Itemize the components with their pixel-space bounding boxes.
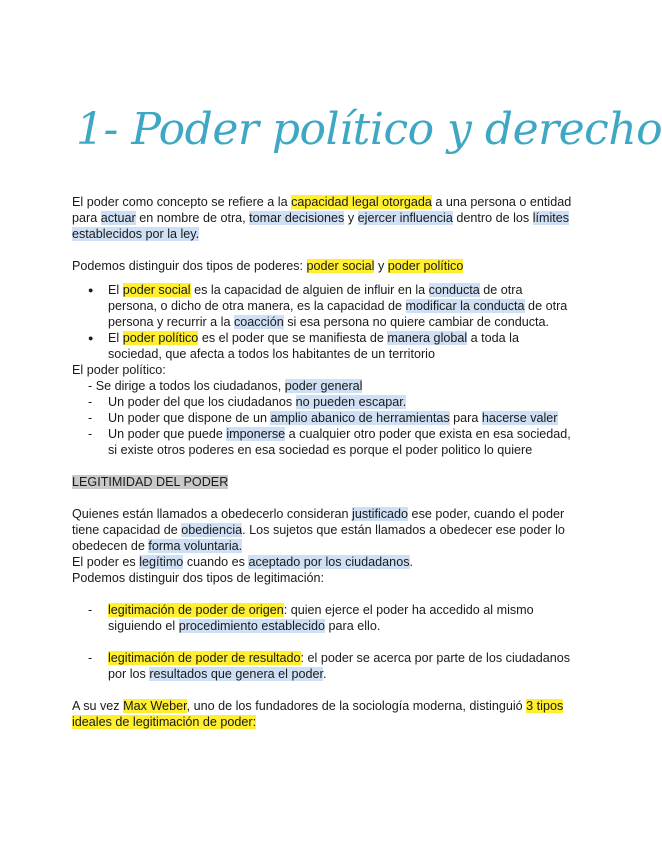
- highlight-blue: manera global: [387, 331, 468, 345]
- legitimidad-paragraph: [72, 506, 572, 554]
- dash-item: [72, 426, 572, 458]
- poder-politico-heading: El poder político:: [72, 363, 166, 377]
- highlight-blue: legítimo: [139, 555, 184, 569]
- text-run: .: [322, 667, 327, 681]
- dash-marker: -: [88, 603, 93, 617]
- text-run: a cualquier otro poder que exista en esa sociedad, si existe otros poderes en esa sociedad es porque el poder politico lo quiere: [108, 427, 571, 457]
- text-run: El poder como concepto se refiere a la: [72, 195, 292, 209]
- dash-item-resultado: [72, 650, 572, 682]
- bullet-item-poder-politico: [72, 330, 572, 362]
- highlight-blue: no pueden escapar.: [295, 395, 407, 409]
- text-run: . Los sujetos que están llamados a obedecer ese poder lo obedecen de: [72, 523, 565, 553]
- text-run: ese poder, cuando el poder tiene capacidad de: [72, 507, 565, 537]
- highlight-blue: límites establecidos por la ley.: [72, 211, 570, 241]
- text-run: a toda la sociedad, que afecta a todos los habitantes de un territorio: [108, 331, 519, 361]
- text-run: Quienes están llamados a obedecerlo consideran: [72, 507, 353, 521]
- text-run: El poder es: [72, 555, 140, 569]
- highlight-blue: tomar decisiones: [249, 211, 345, 225]
- text-run: de otra persona, o dicho de otra manera, es la capacidad de: [108, 283, 523, 313]
- highlight-blue: conducta: [428, 283, 480, 297]
- weber-paragraph: [72, 698, 572, 730]
- highlight-yellow: poder social: [122, 283, 191, 297]
- highlight-yellow: legitimación de poder de resultado: [108, 651, 301, 665]
- bullet-item-poder-social: [72, 282, 572, 330]
- tipos-paragraph: [72, 258, 572, 274]
- highlight-blue: obediencia: [181, 523, 243, 537]
- page-title: 1- Poder político y derecho: [76, 104, 662, 155]
- highlight-blue: resultados que genera el poder: [149, 667, 323, 681]
- text-run: El: [108, 283, 123, 297]
- dash-marker: -: [88, 427, 93, 441]
- intro-paragraph: [72, 194, 572, 242]
- text-run: A su vez: [72, 699, 124, 713]
- highlight-yellow: poder social: [306, 259, 375, 273]
- highlight-blue: poder general: [284, 379, 363, 393]
- highlight-grey: LEGITIMIDAD DEL PODER: [72, 475, 229, 489]
- dash-marker: -: [88, 651, 93, 665]
- document-body: [72, 194, 572, 730]
- highlight-yellow: Max Weber: [123, 699, 187, 713]
- highlight-yellow: poder político: [122, 331, 199, 345]
- text-run: : quien ejerce el poder ha accedido al mismo siguiendo el: [108, 603, 534, 633]
- text-run: para ello.: [325, 619, 381, 633]
- highlight-yellow: capacidad legal otorgada: [291, 195, 432, 209]
- highlight-blue: coacción: [234, 315, 284, 329]
- dash-marker: -: [88, 395, 93, 409]
- highlight-blue: imponerse: [226, 427, 286, 441]
- text-run: para: [449, 411, 482, 425]
- highlight-blue: actuar: [100, 211, 136, 225]
- highlight-blue: amplio abanico de herramientas: [270, 411, 450, 425]
- text-run: : el poder se acerca por parte de los ciudadanos por los: [108, 651, 571, 681]
- text-run: si esa persona no quiere cambiar de conducta.: [283, 315, 550, 329]
- highlight-blue: aceptado por los ciudadanos: [248, 555, 410, 569]
- text-run: es el poder que se manifiesta de: [198, 331, 388, 345]
- poderes-bullet-list: [72, 282, 572, 362]
- dash-item: [72, 378, 572, 394]
- highlight-blue: forma voluntaria.: [148, 539, 243, 553]
- dash-item: [72, 410, 572, 426]
- text-run: Un poder que puede: [108, 427, 227, 441]
- text-run: a una persona o entidad para: [72, 195, 572, 225]
- highlight-blue: modificar la conducta: [405, 299, 525, 313]
- highlight-blue: procedimiento establecido: [178, 619, 326, 633]
- text-run: - Se dirige a todos los ciudadanos,: [88, 379, 285, 393]
- highlight-yellow: legitimación de poder de origen: [108, 603, 284, 617]
- dash-marker: -: [88, 411, 93, 425]
- highlight-yellow: poder político: [387, 259, 464, 273]
- dash-item-origen: [72, 602, 572, 634]
- section-heading: [72, 474, 572, 490]
- text-run: dentro de los: [452, 211, 533, 225]
- text-run: Un poder del que los ciudadanos: [108, 395, 296, 409]
- text-run: y: [344, 211, 358, 225]
- text-run: y: [374, 259, 388, 273]
- text-run: , uno de los fundadores de la sociología moderna, distinguió: [186, 699, 527, 713]
- text-run: .: [409, 555, 413, 569]
- highlight-blue: hacerse valer: [481, 411, 558, 425]
- highlight-blue: justificado: [352, 507, 409, 521]
- text-run: El: [108, 331, 123, 345]
- highlight-yellow: 3 tipos ideales de legitimación de poder:: [72, 699, 564, 729]
- highlight-blue: ejercer influencia: [357, 211, 453, 225]
- text-run: es la capacidad de alguien de influir en la: [190, 283, 429, 297]
- legitimo-paragraph: [72, 554, 572, 570]
- text-run: de otra persona y recurrir a la: [108, 299, 568, 329]
- dash-item: [72, 394, 572, 410]
- text-run: Podemos distinguir dos tipos de poderes:: [72, 259, 307, 273]
- text-run: cuando es: [183, 555, 249, 569]
- tipos-legitimacion-paragraph: Podemos distinguir dos tipos de legitimación:: [72, 571, 325, 585]
- text-run: Un poder que dispone de un: [108, 411, 271, 425]
- text-run: en nombre de otra,: [135, 211, 250, 225]
